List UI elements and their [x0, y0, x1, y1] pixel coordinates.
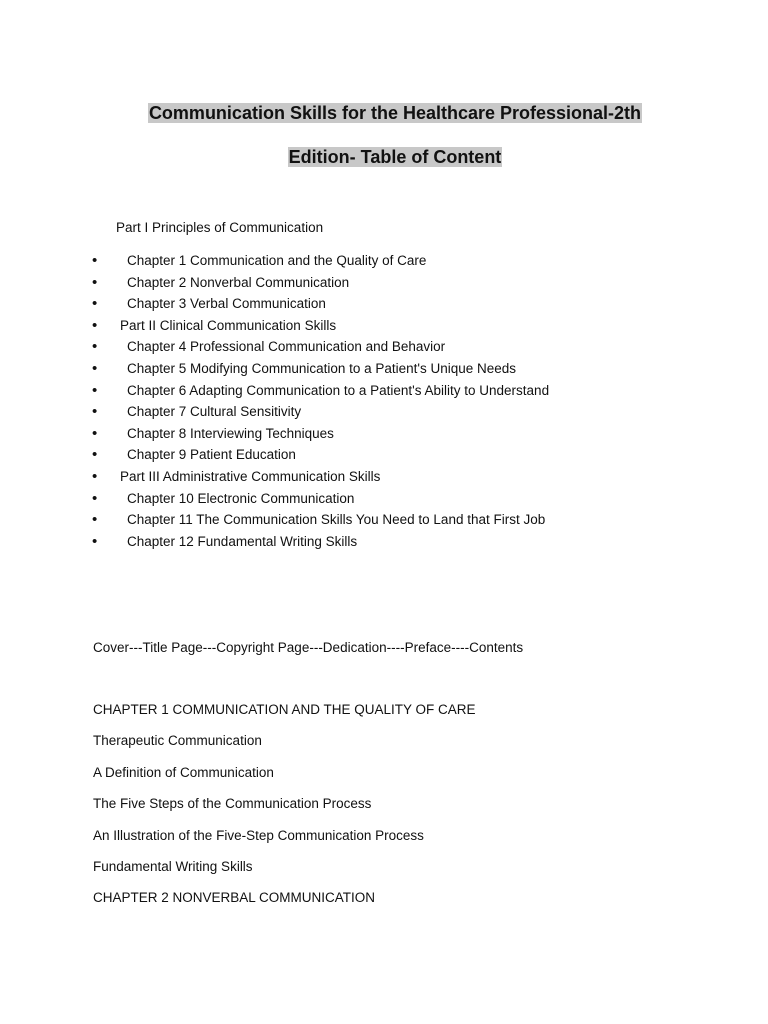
toc-item: • Chapter 8 Interviewing Techniques [92, 424, 549, 446]
toc-item: • Chapter 6 Adapting Communication to a Patient's Ability to Understand [92, 381, 549, 403]
toc-item: • Chapter 12 Fundamental Writing Skills [92, 532, 549, 554]
chapter-heading: CHAPTER 2 NONVERBAL COMMUNICATION [93, 890, 376, 905]
section-line: Fundamental Writing Skills [93, 859, 253, 874]
document-title-line-2: Edition- Table of Content [288, 147, 502, 167]
chapter-heading: CHAPTER 1 COMMUNICATION AND THE QUALITY OF CARE [93, 702, 476, 717]
toc-list [92, 251, 549, 553]
toc-item: • Chapter 5 Modifying Communication to a Patient's Unique Needs [92, 359, 549, 381]
toc-item: • Chapter 10 Electronic Communication [92, 489, 549, 511]
toc-item: • Chapter 9 Patient Education [92, 445, 549, 467]
section-line: A Definition of Communication [93, 765, 274, 780]
toc-item: • Chapter 1 Communication and the Quality of Care [92, 251, 549, 273]
toc-part-item: • Part II Clinical Communication Skills [92, 316, 549, 338]
toc-item: • Chapter 7 Cultural Sensitivity [92, 402, 549, 424]
section-line: An Illustration of the Five-Step Communication Process [93, 828, 424, 843]
part-1-heading: Part I Principles of Communication [116, 220, 324, 235]
front-matter-line: Cover---Title Page---Copyright Page---Dedication----Preface----Contents [93, 640, 524, 655]
toc-item: • Chapter 3 Verbal Communication [92, 294, 549, 316]
toc-item: • Chapter 11 The Communication Skills You Need to Land that First Job [92, 510, 549, 532]
toc-item: • Chapter 4 Professional Communication and Behavior [92, 337, 549, 359]
toc-part-item: • Part III Administrative Communication Skills [92, 467, 549, 489]
section-line: The Five Steps of the Communication Process [93, 796, 372, 811]
document-title-line-1: Communication Skills for the Healthcare Professional-2th [148, 103, 642, 123]
section-line: Therapeutic Communication [93, 733, 262, 748]
toc-item: • Chapter 2 Nonverbal Communication [92, 273, 549, 295]
